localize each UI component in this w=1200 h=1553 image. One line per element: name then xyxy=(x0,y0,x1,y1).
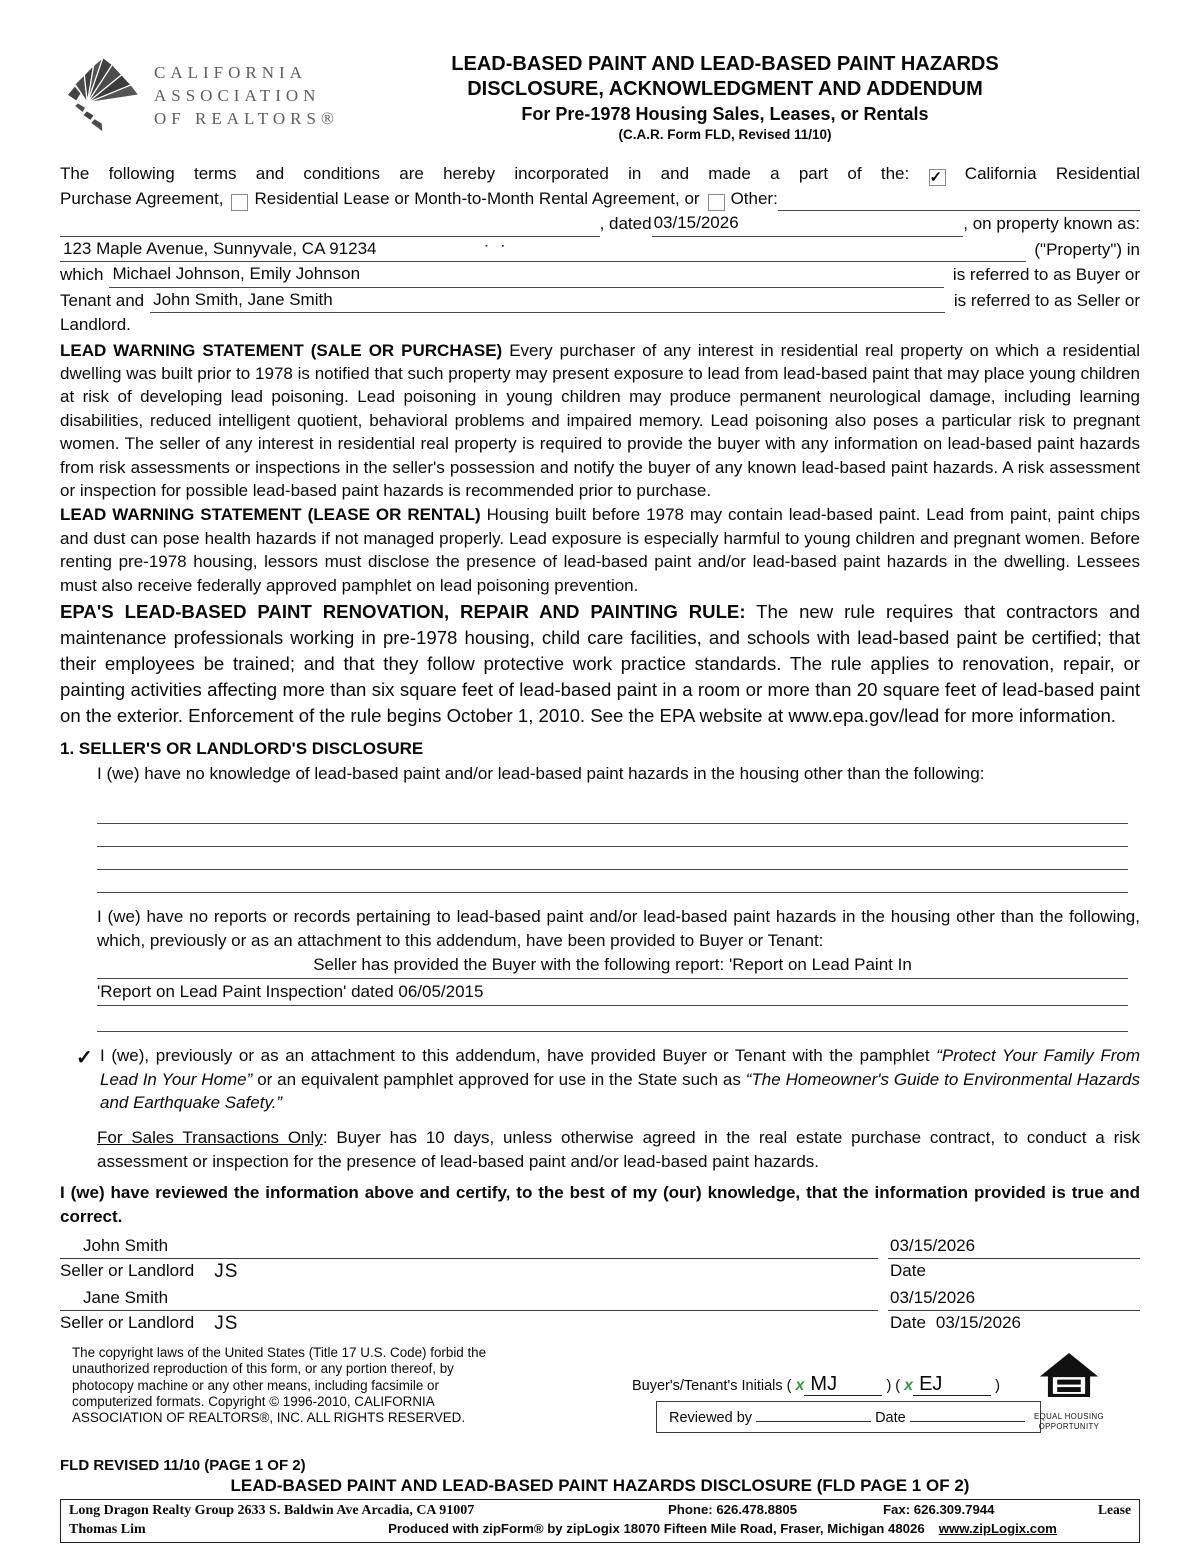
produced-with-text xyxy=(314,1521,1131,1536)
checkbox-residential-lease[interactable] xyxy=(231,194,248,211)
date2-label: Date xyxy=(890,1313,926,1333)
seller2-initials: JS xyxy=(214,1313,239,1335)
initials-end: ) xyxy=(995,1378,1000,1395)
lead-warning-lease-body: Housing built before 1978 may contain lead-based paint. Lead from paint, paint chips and dust can pose health hazards if not managed properly. Lead exposure is especially harmful to young children and pregnant women. Before renting pre-1978 housing, lessors must disclose the presence of lead-based paint and/or lead-based paint hazards in the dwelling. Lessees must also receive federally approved pamphlet on lead poisoning prevention. xyxy=(60,505,1140,595)
footer-row2 xyxy=(69,1521,1131,1538)
reviewed-box xyxy=(656,1401,1041,1433)
initials-mid: ) ( xyxy=(886,1378,901,1395)
disclosure-blank-line-4[interactable] xyxy=(97,870,1128,893)
broker-fax: Fax: 626.309.7944 xyxy=(883,1502,995,1518)
buyer-names-value: Michael Johnson, Emily Johnson xyxy=(112,264,361,283)
property-known-label: , on property known as: xyxy=(963,214,1140,233)
footer-page-title: LEAD-BASED PAINT AND LEAD-BASED PAINT HAZARDS DISCLOSURE (FLD PAGE 1 OF 2) xyxy=(230,1476,970,1496)
seller1-initials: JS xyxy=(214,1261,239,1283)
pamphlet-title2: “The Homeowner's Guide to Environmental Hazards and Earthquake Safety.” xyxy=(100,1069,1140,1112)
signature-row-1 xyxy=(60,1233,1140,1258)
property-suffix: ("Property") in xyxy=(1034,239,1140,259)
section1-heading: 1. SELLER'S OR LANDLORD'S DISCLOSURE xyxy=(60,738,424,758)
intro-line1 xyxy=(60,162,1140,187)
ziplogix-link[interactable]: www.zipLogix.com xyxy=(938,1521,1057,1537)
signature-label-row-2 xyxy=(60,1311,1140,1337)
date1-label: Date xyxy=(890,1261,926,1281)
intro-opt1-cont: Purchase Agreement, xyxy=(60,188,224,208)
report-field-line3[interactable] xyxy=(97,1006,1128,1032)
signature-label-row-1 xyxy=(60,1259,1140,1285)
stray-marks: ▪ ▪ xyxy=(485,242,511,250)
disclosure-blank-line-2[interactable] xyxy=(97,824,1128,847)
form-title-line1: LEAD-BASED PAINT AND LEAD-BASED PAINT HAZARDS xyxy=(451,53,999,75)
buyers-initials-label: Buyer's/Tenant's Initials ( xyxy=(632,1378,792,1395)
car-logo xyxy=(64,54,339,136)
date2-label-group xyxy=(890,1311,1140,1335)
car-word-line1: CALIFORNIA xyxy=(154,62,307,82)
lead-warning-sale-paragraph xyxy=(60,339,1140,503)
broker-firm-text: Long Dragon Realty Group 2633 S. Baldwin Ave Arcadia, CA 91007 xyxy=(69,1503,475,1519)
seller-names-field[interactable] xyxy=(150,288,945,314)
disclosure-blank-line-3[interactable] xyxy=(97,847,1128,870)
signature-block xyxy=(60,1233,1140,1337)
reviewed-by-label: Reviewed by xyxy=(669,1410,753,1427)
lead-warning-sale-heading: LEAD WARNING STATEMENT (SALE OR PURCHASE) xyxy=(60,340,503,360)
fld-revised-text: FLD REVISED 11/10 (PAGE 1 OF 2) xyxy=(60,1457,306,1475)
report-line1-value: Seller has provided the Buyer with the following report: 'Report on Lead Paint In xyxy=(313,955,912,975)
seller1-label: Seller or Landlord xyxy=(60,1261,195,1281)
intro-lead-text: The following terms and conditions are hereby incorporated in and made a part of the: xyxy=(60,164,910,183)
lead-warning-sale-body: Every purchaser of any interest in residential real property on which a residential dwelling was built prior to 1978 is notified that such property may present exposure to lead from lead-based paint that may place young children at risk of developing lead poisoning. Lead poisoning in young children may produce permanent neurological damage, including learning disabilities, reduced intelligent quotient, behavioral problems and impaired memory. Lead poisoning also poses a particular risk to pregnant women. The seller of any interest in residential real property is required to provide the buyer with any information on lead-based paint hazards from risk assessments or inspections in the seller's possession and notify the buyer of any known lead-based paint hazards. A risk assessment or inspection for possible lead-based paint hazards is recommended prior to purchase. xyxy=(60,340,1141,500)
seller1-signature-value[interactable]: John Smith xyxy=(83,1236,169,1256)
intro-line3 xyxy=(60,211,1140,237)
initials-x2: x xyxy=(904,1377,914,1395)
footer-tag: Lease xyxy=(1098,1502,1131,1518)
checkbox-residential-purchase[interactable]: ✓ xyxy=(929,169,946,186)
footer-broker-box xyxy=(60,1499,1140,1543)
pamphlet-title1: “Protect Your Family From Lead In Your Home” xyxy=(100,1046,1140,1089)
eho-text-line1: EQUAL HOUSING xyxy=(1034,1412,1104,1422)
buyers-initials-row xyxy=(632,1373,1000,1396)
car-word-line3: OF REALTORS® xyxy=(154,108,339,128)
epa-rule-body: The new rule requires that contractors and maintenance professionals working in pre-1978 housing, child care facilities, and schools with lead-based paint be certified; that their employees be trained; and that they follow protective work practice standards. The rule applies to renovation, repair, or painting activities affecting more than six square feet of lead-based paint in a room or more than 20 square feet of lead-based paint on the exterior. Enforcement of the rule begins October 1, 2010. See the EPA website at www.epa.gov/lead for more information. xyxy=(60,600,1140,726)
car-word-line2: ASSOCIATION xyxy=(154,85,321,105)
no-knowledge-text: I (we) have no knowledge of lead-based paint and/or lead-based paint hazards in the housing other than the following: xyxy=(97,763,985,783)
lead-warning-lease-paragraph xyxy=(60,503,1140,597)
sales-transactions-underlined: For Sales Transactions Only xyxy=(97,1128,323,1148)
equal-housing-house-icon xyxy=(1038,1351,1100,1407)
property-address-value: 123 Maple Avenue, Sunnyvale, CA 91234 xyxy=(63,238,377,258)
lead-warning-lease-heading: LEAD WARNING STATEMENT (LEASE OR RENTAL) xyxy=(60,505,481,525)
date2-value: 03/15/2026 xyxy=(935,1313,1022,1333)
date-value: 03/15/2026 xyxy=(653,213,739,232)
seller2-label: Seller or Landlord xyxy=(60,1313,195,1333)
disclosure-blank-line-1[interactable] xyxy=(97,801,1128,824)
dated-label: , dated xyxy=(599,214,652,233)
report-field-line2[interactable] xyxy=(97,979,1128,1006)
seller-suffix: is referred to as Seller or xyxy=(953,290,1140,310)
seller2-signature-value[interactable]: Jane Smith xyxy=(83,1288,169,1308)
pamphlet-paragraph xyxy=(100,1044,1140,1114)
form-title-line2: DISCLOSURE, ACKNOWLEDGMENT AND ADDENDUM xyxy=(467,78,983,100)
other-agreement-field[interactable] xyxy=(778,188,1140,211)
signature-row-2 xyxy=(60,1285,1140,1310)
footer-row1 xyxy=(69,1502,1131,1519)
pamphlet-pre: I (we), previously or as an attachment to this addendum, have provided Buyer or Tenant with the pamphlet xyxy=(100,1046,937,1066)
buyer1-initials-field[interactable]: MJ xyxy=(804,1373,882,1396)
date-field[interactable] xyxy=(652,211,964,237)
checkbox-other[interactable] xyxy=(708,194,725,211)
copyright-text: The copyright laws of the United States (Title 17 U.S. Code) forbid the unauthorized reproduction of this form, or any portion thereof, by photocopy machine or any other means, including facsimile or computerized formats. Copyright © 1996-2010, CALIFORNIA ASSOCIATION OF REALTORS®, INC. ALL RIGHTS RESERVED. xyxy=(72,1345,487,1426)
property-address-field[interactable] xyxy=(60,237,1026,263)
report-line2-value: 'Report on Lead Paint Inspection' dated 06/05/2015 xyxy=(97,982,484,1002)
agent-name: Thomas Lim xyxy=(69,1522,146,1538)
pamphlet-checkmark[interactable]: ✓ xyxy=(76,1047,93,1070)
intro-other-label: Other: xyxy=(730,188,778,208)
reviewed-date-label: Date xyxy=(875,1410,906,1427)
form-title-line4: (C.A.R. Form FLD, Revised 11/10) xyxy=(618,127,832,142)
epa-rule-paragraph xyxy=(60,599,1140,729)
pamphlet-mid: or an equivalent pamphlet approved for use in the State such as xyxy=(252,1069,746,1089)
no-reports-text: I (we) have no reports or records pertaining to lead-based paint and/or lead-based paint hazards in the housing other than the following, which, previously or as an attachment to this addendum, have been provided to Buyer or Tenant: xyxy=(97,907,1140,950)
certify-paragraph: I (we) have reviewed the information above and certify, to the best of my (our) knowledge, that the information provided is true and correct. xyxy=(60,1183,1140,1227)
form-title-line3: For Pre-1978 Housing Sales, Leases, or Rentals xyxy=(521,104,929,124)
intro-line4 xyxy=(60,237,1140,263)
sales-transactions-rest: : Buyer has 10 days, unless otherwise agreed in the real estate purchase contract, to conduct a risk assessment or inspection for the presence of lead-based paint and/or lead-based paint hazards. xyxy=(97,1128,1141,1171)
buyer-suffix: is referred to as Buyer or xyxy=(952,265,1140,284)
eho-text-line2: OPPORTUNITY xyxy=(1038,1421,1100,1431)
form-title-block xyxy=(310,52,1140,144)
intro-line7: Landlord. xyxy=(60,315,131,334)
sales-transactions-paragraph xyxy=(97,1126,1140,1173)
equal-housing-logo xyxy=(1030,1351,1108,1431)
reviewed-date-field[interactable] xyxy=(910,1408,1025,1422)
reviewed-by-field[interactable] xyxy=(756,1408,871,1422)
pamphlet-check-row xyxy=(76,1044,1140,1114)
intro-line2 xyxy=(60,187,1140,212)
intro-line5 xyxy=(60,262,1140,288)
intro-opt2-text: Residential Lease or Month-to-Month Rental Agreement, or xyxy=(254,188,700,208)
seller2-date-value[interactable]: 03/15/2026 xyxy=(890,1288,976,1308)
agreement-name-field[interactable] xyxy=(60,214,600,237)
initials-x1: x xyxy=(795,1377,805,1395)
tenant-and-label: Tenant and xyxy=(60,290,145,310)
which-label: which xyxy=(60,265,104,284)
ziplogix-text: Produced with zipForm® by zipLogix 18070 Fifteen Mile Road, Fraser, Michigan 48026 xyxy=(388,1521,925,1537)
intro-opt1-text: California Residential xyxy=(964,164,1140,183)
buyer-names-field[interactable] xyxy=(109,262,943,288)
bottom-cluster xyxy=(60,1343,1140,1455)
header xyxy=(60,52,1140,162)
section1-content xyxy=(97,762,1140,1032)
report-field-line1[interactable] xyxy=(97,952,1128,979)
broker-phone: Phone: 626.478.8805 xyxy=(668,1502,798,1518)
seller-names-value: John Smith, Jane Smith xyxy=(153,289,333,309)
intro-line6 xyxy=(60,288,1140,314)
seller1-date-value[interactable]: 03/15/2026 xyxy=(890,1236,976,1256)
epa-rule-heading: EPA'S LEAD-BASED PAINT RENOVATION, REPAIR AND PAINTING RULE: xyxy=(60,600,746,622)
car-diamond-icon xyxy=(64,54,142,136)
intro-paragraph xyxy=(60,162,1140,338)
buyer2-initials-field[interactable]: EJ xyxy=(913,1373,991,1396)
